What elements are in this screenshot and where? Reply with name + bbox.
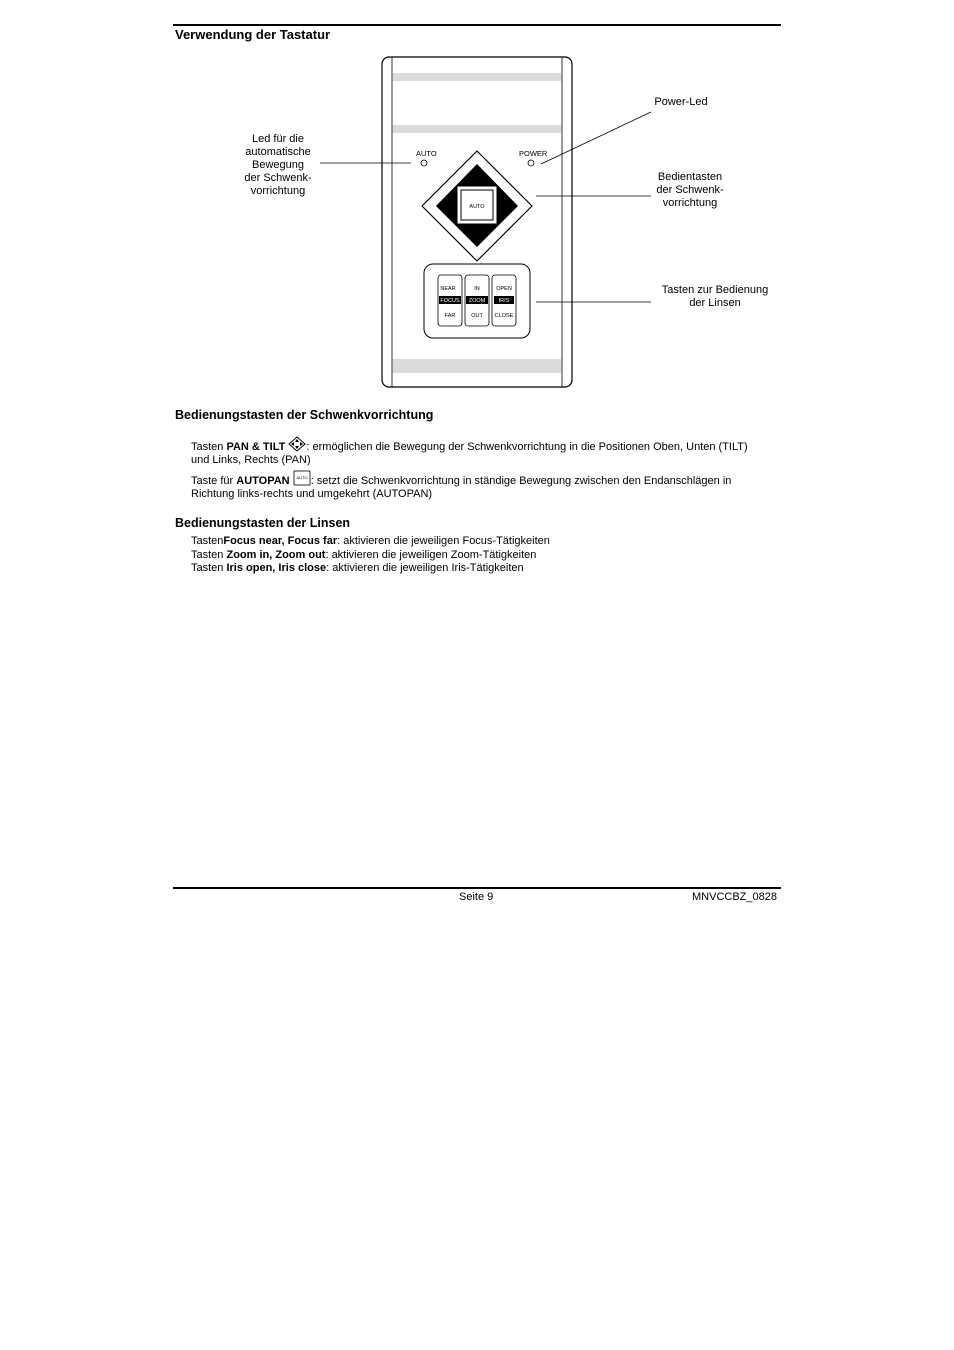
iris-open-label: OPEN	[496, 286, 512, 292]
power-led-callout: Power-Led	[654, 96, 708, 108]
autopan-paragraph: Taste für AUTOPAN AUTO : setzt die Schwenkvorrichtung in ständige Bewegung zwischen den Endanschlägen in Richtung links-rechts und umgekehrt (AUTOPAN)	[191, 470, 781, 501]
keypad-figure	[0, 0, 954, 400]
auto-led	[421, 160, 427, 166]
iris-label: IRIS	[498, 298, 510, 304]
focus-key[interactable]	[438, 275, 462, 326]
focus-near-label: NEAR	[440, 286, 456, 292]
lens-zoom-line: Tasten Zoom in, Zoom out: aktivieren die jeweiligen Zoom-Tätigkeiten	[191, 549, 537, 561]
lens-keys-callout: Tasten zur Bedienung der Linsen	[661, 284, 769, 309]
auto-key-icon	[293, 470, 311, 486]
pan-tilt-icon	[288, 436, 306, 452]
auto-led-label: AUTO	[416, 149, 437, 158]
focus-label: FOCUS	[440, 298, 460, 304]
pan-tilt-paragraph: Tasten PAN & TILT : ermöglichen die Bewegung der Schwenkvorrichtung in die Positionen Oben, Unten (TILT) und Links, Rechts (PAN)	[191, 436, 781, 467]
lens-keys-panel	[424, 264, 530, 338]
bottom-grille	[392, 360, 562, 372]
lens-iris-line: Tasten Iris open, Iris close: aktivieren die jeweiligen Iris-Tätigkeiten	[191, 562, 524, 574]
power-led	[528, 160, 534, 166]
zoom-key[interactable]	[465, 275, 489, 326]
iris-key[interactable]	[492, 275, 516, 326]
footer-rule	[173, 887, 781, 889]
section-title: Verwendung der Tastatur	[175, 27, 331, 42]
auto-led-callout: Led für die automatische Bewegung der Schwenk- vorrichtung	[244, 133, 312, 197]
focus-far-label: FAR	[444, 313, 456, 319]
pan-keys-callout: Bedientasten der Schwenk- vorrichtung	[656, 171, 724, 209]
lens-section-heading: Bedienungstasten der Linsen	[175, 516, 351, 530]
zoom-label: ZOOM	[468, 298, 486, 304]
lens-focus-line: TastenFocus near, Focus far: aktivieren die jeweiligen Focus-Tätigkeiten	[191, 535, 550, 547]
iris-close-label: CLOSE	[494, 313, 514, 319]
zoom-in-label: IN	[474, 286, 480, 292]
zoom-out-label: OUT	[471, 313, 483, 319]
document-id: MNVCCBZ_0828	[692, 891, 777, 903]
pan-section-heading: Bedienungstasten der Schwenkvorrichtung	[175, 408, 434, 422]
page-number: Seite 9	[459, 891, 494, 903]
power-led-label: POWER	[519, 149, 548, 158]
svg-text:AUTO: AUTO	[296, 475, 308, 480]
auto-button-label: AUTO	[469, 204, 485, 210]
